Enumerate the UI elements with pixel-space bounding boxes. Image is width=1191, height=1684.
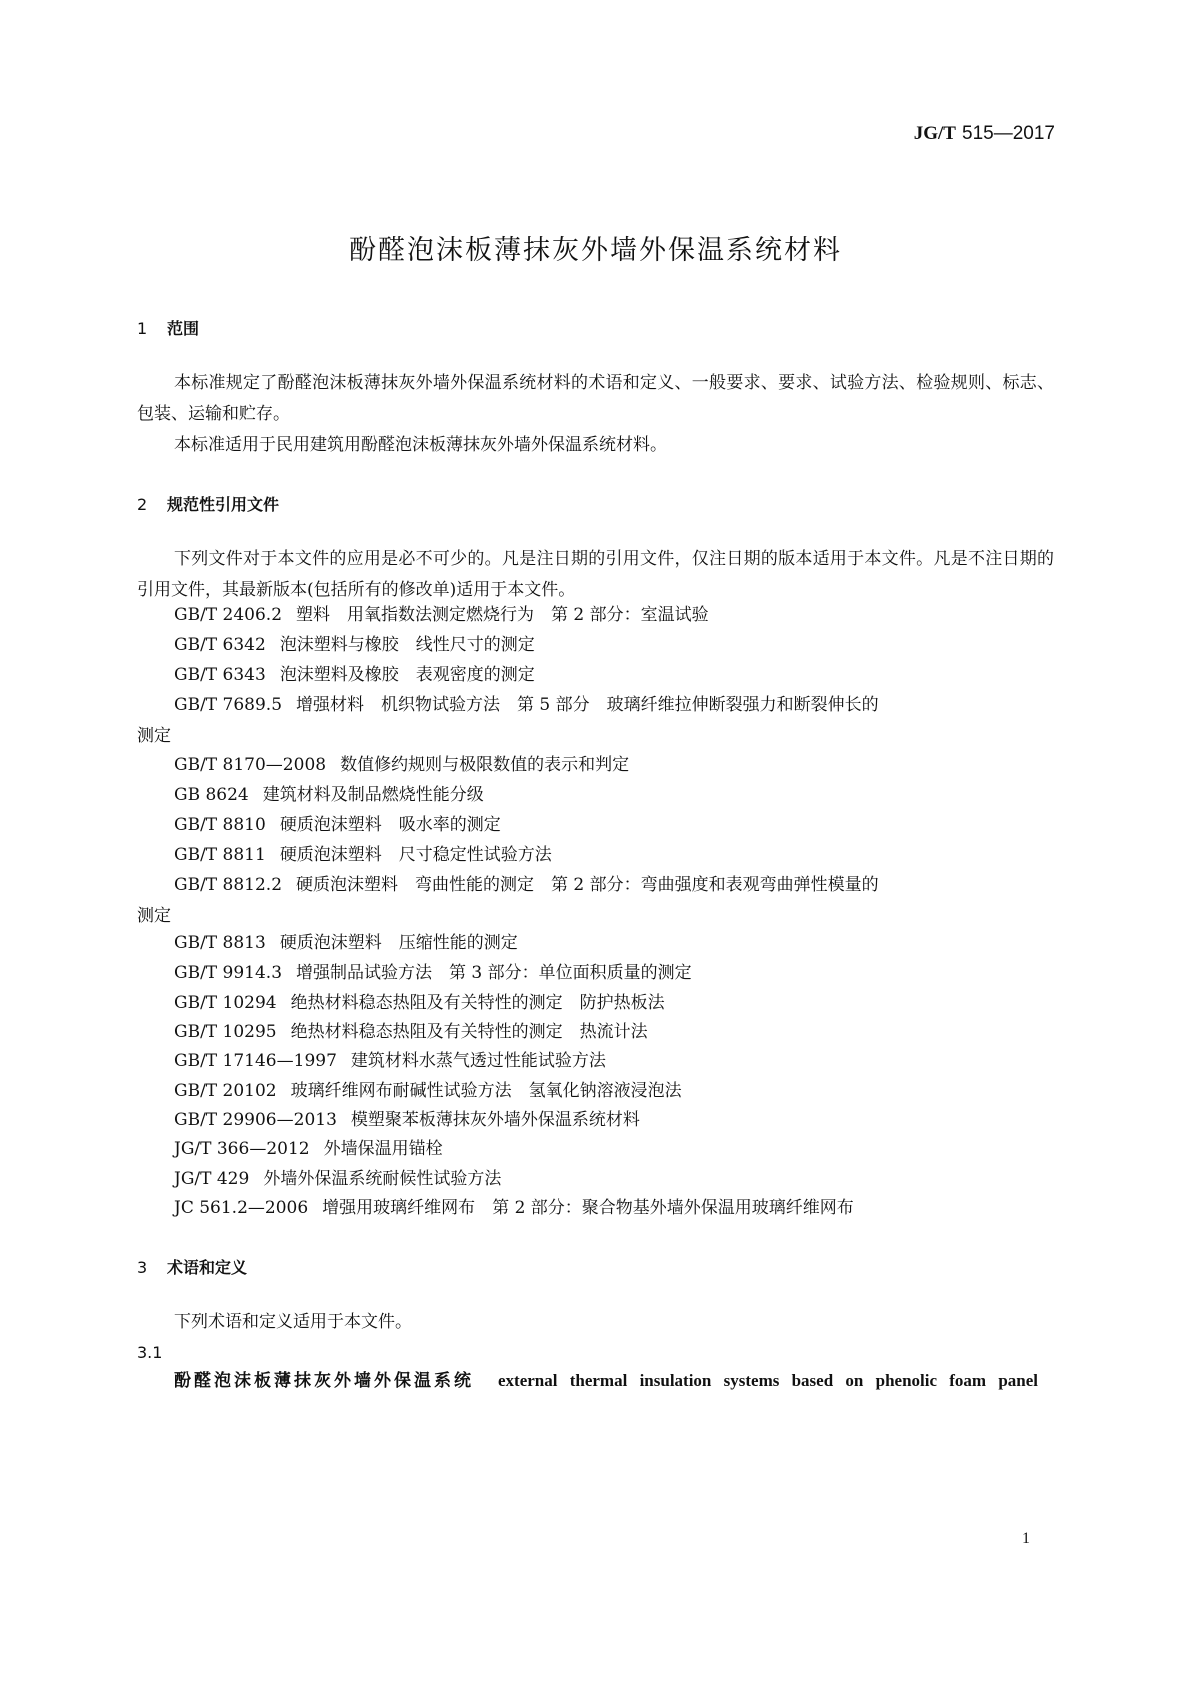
reference-title: 硬质泡沫塑料 弯曲性能的测定 第 2 部分：弯曲强度和表观弯曲弹性模量的 — [296, 875, 879, 895]
reference-title: 建筑材料水蒸气透过性能试验方法 — [350, 1051, 606, 1071]
reference-code: JG/T 366—2012 — [174, 1139, 310, 1159]
reference-item — [174, 1134, 443, 1165]
reference-title: 绝热材料稳态热阻及有关特性的测定 热流计法 — [290, 1022, 648, 1042]
reference-item — [174, 958, 692, 989]
reference-title: 硬质泡沫塑料 压缩性能的测定 — [279, 933, 518, 953]
section-title: 范围 — [167, 319, 200, 338]
reference-code: JG/T 429 — [174, 1169, 250, 1189]
reference-title: 增强用玻璃纤维网布 第 2 部分：聚合物基外墙外保温用玻璃纤维网布 — [322, 1198, 854, 1218]
reference-item — [174, 1046, 606, 1077]
section-heading-normative-references — [137, 492, 279, 515]
standard-code: 515—2017 — [962, 123, 1055, 144]
term-entry — [137, 1365, 1054, 1397]
reference-item — [174, 660, 535, 691]
reference-title: 硬质泡沫塑料 尺寸稳定性试验方法 — [279, 845, 552, 865]
reference-code: GB/T 20102 — [174, 1081, 277, 1101]
reference-title: 塑料 用氧指数法测定燃烧行为 第 2 部分：室温试验 — [296, 605, 709, 625]
reference-title: 硬质泡沫塑料 吸水率的测定 — [279, 815, 501, 835]
reference-item — [174, 1017, 648, 1048]
reference-item — [174, 1193, 854, 1224]
reference-code: GB/T 7689.5 — [174, 695, 283, 715]
reference-item — [174, 988, 665, 1019]
reference-item — [137, 690, 1054, 752]
reference-item — [174, 1105, 640, 1136]
section-title: 术语和定义 — [167, 1258, 248, 1277]
section-number: 3 — [137, 1258, 148, 1277]
standard-number — [914, 122, 1055, 145]
reference-code: GB/T 8810 — [174, 815, 266, 835]
term-chinese: 酚醛泡沫板薄抹灰外墙外保温系统 — [174, 1371, 474, 1391]
reference-title: 泡沫塑料与橡胶 线性尺寸的测定 — [279, 635, 535, 655]
reference-item — [174, 750, 629, 781]
reference-code: GB/T 2406.2 — [174, 605, 283, 625]
paragraph: 本标准适用于民用建筑用酚醛泡沫板薄抹灰外墙外保温系统材料。 — [174, 435, 667, 455]
reference-item — [174, 630, 535, 661]
paragraph: 下列文件对于本文件的应用是必不可少的。凡是注日期的引用文件，仅注日期的版本适用于本文件。凡是不注日期的引用文件，其最新版本(包括所有的修改单)适用于本文件。 — [137, 549, 1054, 600]
section-heading-scope — [137, 316, 199, 339]
reference-code: JC 561.2—2006 — [174, 1198, 309, 1218]
reference-code: GB/T 8813 — [174, 933, 266, 953]
section-title: 规范性引用文件 — [167, 495, 280, 514]
section-number: 2 — [137, 495, 148, 514]
reference-code: GB/T 8170—2008 — [174, 755, 327, 775]
paragraph: 本标准规定了酚醛泡沫板薄抹灰外墙外保温系统材料的术语和定义、一般要求、要求、试验方法、检验规则、标志、包装、运输和贮存。 — [137, 373, 1054, 424]
reference-title: 玻璃纤维网布耐碱性试验方法 氢氧化钠溶液浸泡法 — [290, 1081, 682, 1101]
reference-item — [174, 1076, 682, 1107]
reference-item — [174, 780, 484, 811]
reference-title: 外墙保温用锚栓 — [323, 1139, 443, 1159]
reference-code: GB/T 6343 — [174, 665, 266, 685]
reference-item — [174, 1164, 501, 1195]
reference-item — [174, 928, 518, 959]
reference-item — [174, 810, 501, 841]
reference-code: GB 8624 — [174, 785, 249, 805]
reference-item — [137, 870, 1054, 932]
reference-code: GB/T 10295 — [174, 1022, 277, 1042]
reference-code: GB/T 29906—2013 — [174, 1110, 337, 1130]
document-title: 酚醛泡沫板薄抹灰外墙外保温系统材料 — [349, 235, 842, 266]
section-number: 1 — [137, 319, 148, 338]
reference-title-continuation: 测定 — [137, 726, 171, 746]
page-number: 1 — [1022, 1530, 1030, 1547]
reference-item — [174, 600, 709, 631]
reference-title-continuation: 测定 — [137, 906, 171, 926]
reference-code: GB/T 10294 — [174, 993, 277, 1013]
reference-title: 数值修约规则与极限数值的表示和判定 — [340, 755, 630, 775]
reference-code: GB/T 9914.3 — [174, 963, 283, 983]
section-heading-terms-and-definitions — [137, 1255, 247, 1278]
term-english: external thermal insulation systems based on phenolic foam panel — [498, 1371, 1039, 1390]
reference-code: GB/T 8811 — [174, 845, 266, 865]
reference-code: GB/T 17146—1997 — [174, 1051, 337, 1071]
reference-title: 增强制品试验方法 第 3 部分：单位面积质量的测定 — [296, 963, 692, 983]
reference-title: 外墙外保温系统耐候性试验方法 — [263, 1169, 502, 1189]
reference-title: 增强材料 机织物试验方法 第 5 部分 玻璃纤维拉伸断裂强力和断裂伸长的 — [296, 695, 879, 715]
reference-title: 建筑材料及制品燃烧性能分级 — [262, 785, 484, 805]
paragraph: 下列术语和定义适用于本文件。 — [174, 1312, 412, 1332]
reference-code: GB/T 6342 — [174, 635, 266, 655]
reference-title: 泡沫塑料及橡胶 表观密度的测定 — [279, 665, 535, 685]
term-number: 3.1 — [137, 1343, 163, 1362]
reference-title: 模塑聚苯板薄抹灰外墙外保温系统材料 — [350, 1110, 640, 1130]
reference-title: 绝热材料稳态热阻及有关特性的测定 防护热板法 — [290, 993, 665, 1013]
reference-code: GB/T 8812.2 — [174, 875, 283, 895]
standard-prefix: JG/T — [913, 123, 956, 144]
reference-item — [174, 840, 552, 871]
